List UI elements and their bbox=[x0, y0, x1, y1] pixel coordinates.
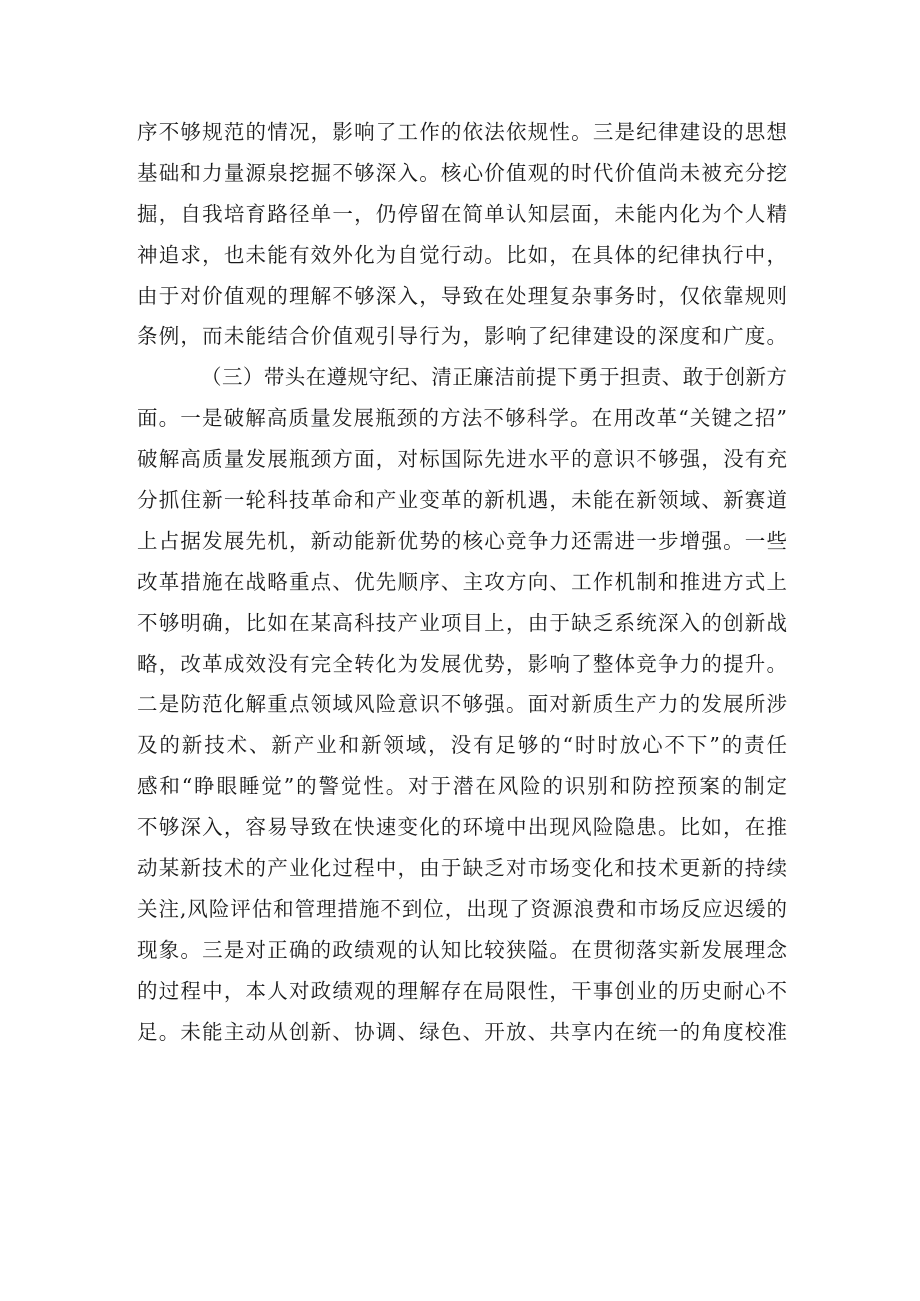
text-line: 面。一是破解高质量发展瓶颈的方法不够科学。在用改革“关键之招” bbox=[137, 406, 787, 431]
text-line: 足。未能主动从创新、协调、绿色、开放、共享内在统一的角度校准 bbox=[137, 1019, 787, 1044]
text-line: 不够深入，容易导致在快速变化的环境中出现风险隐患。比如，在推 bbox=[137, 815, 787, 840]
text-line: 神追求，也未能有效外化为自觉行动。比如，在具体的纪律执行中， bbox=[137, 242, 787, 267]
text-line: 序不够规范的情况，影响了工作的依法依规性。三是纪律建设的思想 bbox=[137, 120, 787, 144]
text-line: 略，改革成效没有完全转化为发展优势，影响了整体竞争力的提升。 bbox=[137, 651, 787, 676]
text-line: 掘，自我培育路径单一，仍停留在简单认知层面，未能内化为个人精 bbox=[137, 201, 787, 226]
text-line: 不够明确，比如在某高科技产业项目上，由于缺乏系统深入的创新战 bbox=[137, 610, 787, 635]
text-line: 分抓住新一轮科技革命和产业变革的新机遇，未能在新领域、新赛道 bbox=[137, 488, 787, 513]
text-line: 的过程中，本人对政绩观的理解存在局限性，干事创业的历史耐心不 bbox=[137, 978, 787, 1003]
section-heading-line: （三）带头在遵规守纪、清正廉洁前提下勇于担责、敢于创新方 bbox=[201, 365, 787, 390]
text-line: 由于对价值观的理解不够深入，导致在处理复杂事务时，仅依靠规则 bbox=[137, 283, 787, 308]
text-line: 二是防范化解重点领域风险意识不够强。面对新质生产力的发展所涉 bbox=[137, 692, 787, 717]
body-text bbox=[137, 112, 787, 1052]
text-line: 及的新技术、新产业和新领域，没有足够的“时时放心不下”的责任 bbox=[137, 733, 787, 758]
text-line: 关注,风险评估和管理措施不到位，出现了资源浪费和市场反应迟缓的 bbox=[137, 896, 787, 921]
text-line: 破解高质量发展瓶颈方面，对标国际先进水平的意识不够强，没有充 bbox=[137, 447, 787, 472]
text-line: 条例，而未能结合价值观引导行为，影响了纪律建设的深度和广度。 bbox=[137, 324, 787, 349]
text-line: 感和“睁眼睡觉”的警觉性。对于潜在风险的识别和防控预案的制定 bbox=[137, 774, 787, 799]
text-line: 动某新技术的产业化过程中，由于缺乏对市场变化和技术更新的持续 bbox=[137, 856, 787, 881]
text-line: 改革措施在战略重点、优先顺序、主攻方向、工作机制和推进方式上 bbox=[137, 569, 787, 594]
text-line: 现象。三是对正确的政绩观的认知比较狭隘。在贯彻落实新发展理念 bbox=[137, 937, 787, 962]
text-line: 基础和力量源泉挖掘不够深入。核心价值观的时代价值尚未被充分挖 bbox=[137, 160, 787, 185]
text-line: 上占据发展先机，新动能新优势的核心竞争力还需进一步增强。一些 bbox=[137, 528, 787, 553]
